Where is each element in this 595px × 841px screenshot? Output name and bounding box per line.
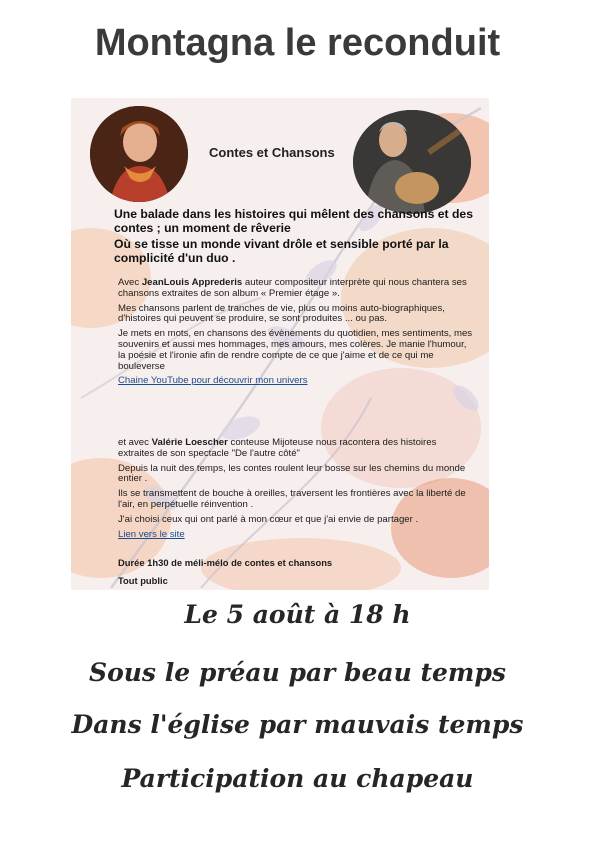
payment-info: Participation au chapeau xyxy=(121,764,474,793)
poster-intro xyxy=(114,208,474,268)
artist1-description: auteur compositeur interprète qui nous chantera ses chansons extraites de son album « Premier étage ». xyxy=(118,277,467,299)
intro-line-1: Une balade dans les histoires qui mêlent des chansons et des contes ; un moment de rêverie xyxy=(114,207,473,235)
artist2-paragraph-4: J'ai choisi ceux qui ont parlé à mon cœur et que j'ai envie de partager . xyxy=(118,513,419,525)
intro-line-2: Où se tisse un monde vivant drôle et sensible porté par la complicité d'un duo . xyxy=(114,237,449,265)
duration-text: Durée 1h30 de méli-mélo de contes et chansons xyxy=(118,557,333,568)
performer-photo-woman xyxy=(90,106,188,202)
performer-photo-guitarist xyxy=(353,110,471,214)
artist2-section xyxy=(118,438,474,544)
artist2-name: Valérie Loescher xyxy=(151,437,228,448)
youtube-link[interactable]: Chaine YouTube pour découvrir mon univers xyxy=(118,375,308,387)
artist2-prefix: et avec xyxy=(118,437,152,448)
audience-text: Tout public xyxy=(118,575,168,586)
website-link[interactable]: Lien vers le site xyxy=(118,528,185,540)
bad-weather-location: Dans l'église par mauvais temps xyxy=(71,710,524,739)
artist2-intro xyxy=(118,438,474,460)
artist1-name: JeanLouis Apprederis xyxy=(141,277,243,288)
poster-heading: Contes et Chansons xyxy=(209,145,335,160)
artist1-paragraph-2: Mes chansons parlent de tranches de vie, plus ou moins auto-biographiques, d'histoires qui peuvent se produire, se sont produites ... ou pas. xyxy=(118,302,445,325)
event-date: Le 5 août à 18 h xyxy=(184,600,411,629)
artist2-paragraph-2: Depuis la nuit des temps, les contes roulent leur bosse sur les chemins du monde entier . xyxy=(118,462,466,485)
artist1-prefix: Avec xyxy=(118,277,142,288)
page-title: Montagna le reconduit xyxy=(94,22,501,64)
good-weather-location: Sous le préau par beau temps xyxy=(89,658,506,687)
artist1-section xyxy=(118,278,474,391)
artist2-paragraph-3: Ils se transmettent de bouche à oreilles, traversent les frontières avec la liberté de l'air, en perpétuelle réinvention . xyxy=(118,488,466,510)
artist1-intro xyxy=(118,278,474,300)
artist2-description: conteuse Mijoteuse nous racontera des histoires extraites de son spectacle "De l'autre côté" xyxy=(118,437,437,459)
artist1-paragraph-3: Je mets en mots, en chansons des évènements du quotidien, mes sentiments, mes souvenirs et aussi mes hommages, mes amours, mes colères. Je manie l'humour, la poésie et l'ironie afin de rendre compte de ce que j'aime et de ce qui me bouleverse xyxy=(118,328,473,372)
event-poster xyxy=(71,98,489,590)
